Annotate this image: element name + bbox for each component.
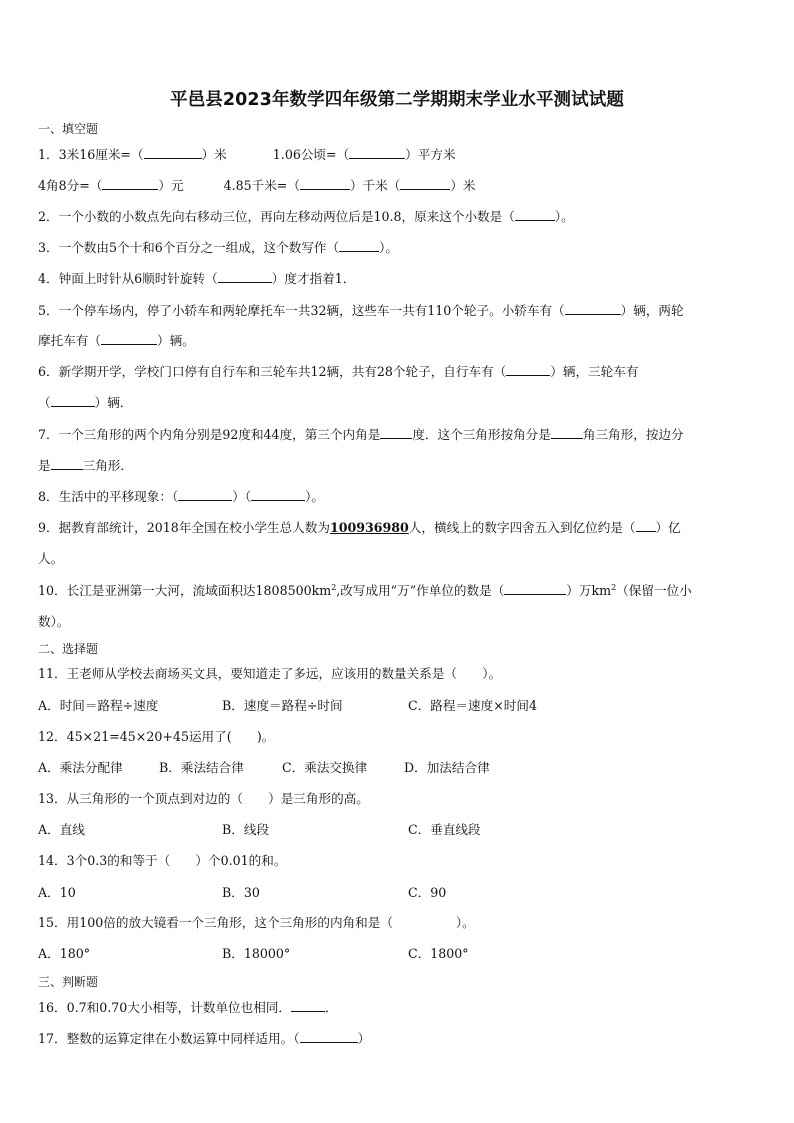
question-7-line-1: 7．一个三角形的两个内角分别是92度和44度，第三个内角是 度．这个三角形按角分是 角三角形，按边分 [38,427,684,442]
q15-option-c[interactable]: C．1800° [408,946,469,961]
question-17: 17．整数的运算定律在小数运算中同样适用。（ ） [38,1031,371,1046]
question-2: 2．一个小数的小数点先向右移动三位，再向左移动两位后是10.8，原来这个小数是（ ）。 [38,209,574,224]
question-14: 14．3个0.3的和等于（ ）个0.01的和。 [38,853,287,868]
question-3: 3．一个数由5个十和6个百分之一组成，这个数写作（ ）。 [38,240,398,255]
q15-option-b[interactable]: B．18000° [222,946,291,961]
q14-option-a[interactable]: A．10 [38,885,76,900]
q14-option-c[interactable]: C．90 [408,885,447,900]
answer-blank[interactable] [51,469,83,470]
question-1-line-2: 4角8分=（ ）元 4.85千米=（ ）千米（ ）米 [38,178,476,193]
q15-option-a[interactable]: A．180° [38,946,91,961]
q1-part-b: 1.06公顷=（ [272,147,350,162]
q12-option-c[interactable]: C．乘法交换律 [282,760,368,775]
question-1-line-1: 1．3米16厘米=（ ）米 1.06公顷=（ ）平方米 [38,147,456,162]
answer-blank[interactable] [504,594,566,595]
q12-option-b[interactable]: B．乘法结合律 [159,760,244,775]
q1-part-d: 4.85千米=（ [223,178,300,193]
question-4: 4．钟面上时针从6顺时针旋转（ ）度才指着1． [38,271,356,286]
answer-blank[interactable] [400,189,450,190]
answer-blank[interactable] [300,1042,358,1043]
answer-blank[interactable] [636,531,656,532]
q1-part-a: 1．3米16厘米=（ [38,147,144,162]
q11-option-c[interactable]: C．路程＝速度×时间4 [408,698,537,713]
section-choice-heading: 二、选择题 [38,642,99,656]
answer-blank[interactable] [551,438,583,439]
answer-blank[interactable] [339,251,379,252]
answer-blank[interactable] [515,220,555,221]
question-15: 15．用100倍的放大镜看一个三角形，这个三角形的内角和是（ ）。 [38,915,475,930]
page-title: 平邑县2023年数学四年级第二学期期末学业水平测试试题 [170,90,624,110]
answer-blank[interactable] [291,1011,325,1012]
answer-blank[interactable] [51,406,95,407]
answer-blank[interactable] [218,282,272,283]
q1-part-c: 4角8分=（ [38,178,103,193]
question-16: 16．0.7和0.70大小相等，计数单位也相同． ． [38,1000,338,1015]
answer-blank[interactable] [300,189,350,190]
section-fill-heading: 一、填空题 [38,122,99,136]
question-5-line-2: 摩托车有（ ）辆。 [38,333,195,348]
answer-blank[interactable] [144,158,202,159]
answer-blank[interactable] [349,158,405,159]
answer-blank[interactable] [178,500,232,501]
question-7-line-2: 是 三角形． [38,458,133,473]
question-11: 11．王老师从学校去商场买文具，要知道走了多远，应该用的数量关系是（ ）。 [38,666,502,681]
answer-blank[interactable] [506,375,550,376]
q14-option-b[interactable]: B．30 [222,885,260,900]
q13-option-b[interactable]: B．线段 [222,822,270,837]
q12-option-a[interactable]: A．乘法分配律 [38,760,123,775]
question-10-line-2: 数）。 [38,614,70,629]
question-12: 12．45×21=45×20+45运用了( )。 [38,729,275,744]
q13-option-a[interactable]: A．直线 [38,822,85,837]
question-9-line-2: 人。 [38,551,64,566]
question-8: 8．生活中的平移现象：（ ）（ ）。 [38,489,325,504]
question-13: 13．从三角形的一个顶点到对边的（ ）是三角形的高。 [38,791,369,806]
q12-option-d[interactable]: D．加法结合律 [404,760,490,775]
answer-blank[interactable] [251,500,305,501]
section-judge-heading: 三、判断题 [38,975,99,989]
answer-blank[interactable] [102,189,158,190]
q11-option-b[interactable]: B．速度＝路程÷时间 [222,698,343,713]
q13-option-c[interactable]: C．垂直线段 [408,822,481,837]
answer-blank[interactable] [101,344,157,345]
question-6-line-2: （ ）辆． [38,395,133,410]
answer-blank[interactable] [380,438,412,439]
question-10-line-1: 10．长江是亚洲第一大河，流域面积达$1808500km^2$,改写成用“万”作单位的数是（ ）万$km^2$（保留一位小 [38,582,692,598]
question-9-line-1: 9．据教育部统计，2018年全国在校小学生总人数为100936980人，横线上的数字四舍五入到亿位约是（ ）亿 [38,520,681,535]
underlined-number: 100936980 [329,520,409,535]
question-6-line-1: 6．新学期开学，学校门口停有自行车和三轮车共12辆，共有28个轮子，自行车有（ ）辆，三轮车有 [38,364,639,379]
answer-blank[interactable] [565,314,621,315]
question-5-line-1: 5．一个停车场内，停了小轿车和两轮摩托车一共32辆，这些车一共有110个轮子。小轿车有（ ）辆，两轮 [38,303,684,318]
q11-option-a[interactable]: A．时间＝路程÷速度 [38,698,159,713]
